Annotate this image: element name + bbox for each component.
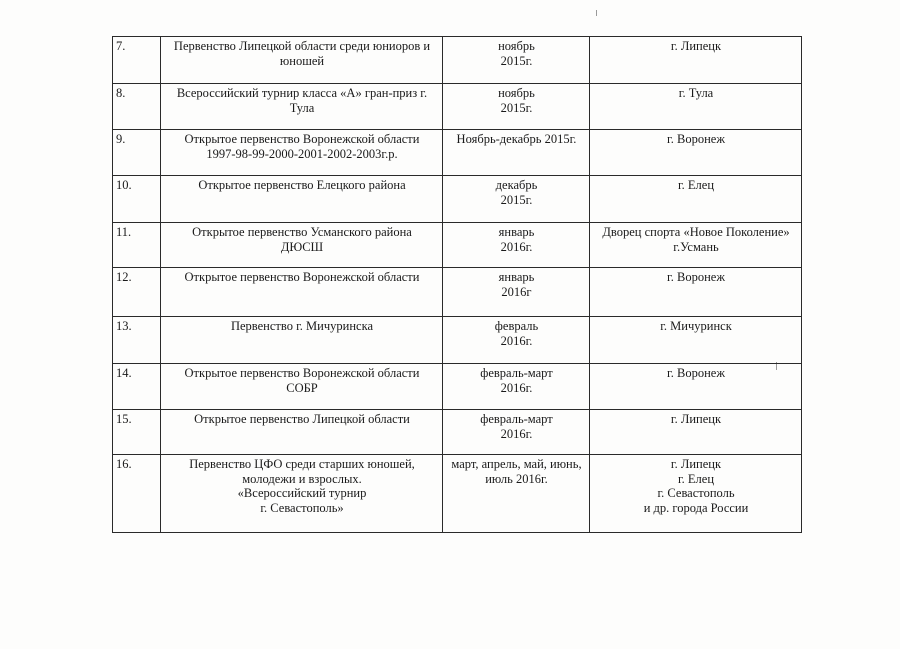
- event-date-line: 2016г.: [500, 239, 533, 254]
- row-number: 11.: [113, 223, 161, 268]
- row-number: 8.: [113, 84, 161, 130]
- event-place-line: г. Мичуринск: [660, 319, 732, 333]
- event-date-cell: [443, 364, 590, 410]
- event-name-line: г. Севастополь»: [260, 500, 344, 515]
- event-date-cell: [443, 455, 590, 533]
- event-name-line: ДЮСШ: [280, 239, 324, 254]
- event-place-cell: [590, 130, 802, 176]
- event-name-cell: [161, 37, 443, 84]
- row-number: 14.: [113, 364, 161, 410]
- row-number: 16.: [113, 455, 161, 533]
- event-date-line: ноябрь: [498, 39, 535, 53]
- event-date-cell: [443, 410, 590, 455]
- event-name-line: Первенство ЦФО среди старших юношей,: [189, 457, 415, 471]
- row-number: 12.: [113, 268, 161, 317]
- event-place-cell: [590, 410, 802, 455]
- event-place-line: г. Липецк: [670, 412, 722, 426]
- event-date-cell: [443, 223, 590, 268]
- event-place-line: и др. города России: [643, 500, 749, 515]
- event-name-line: Всероссийский турнир класса «А» гран-приз г.: [176, 86, 428, 100]
- event-date-line: 2016г.: [500, 426, 533, 441]
- event-place-cell: [590, 37, 802, 84]
- table-row: [113, 223, 802, 268]
- table-row: [113, 37, 802, 84]
- table-row: [113, 455, 802, 533]
- event-date-line: февраль: [494, 319, 539, 333]
- events-table: [112, 36, 802, 533]
- event-name-cell: [161, 84, 443, 130]
- event-place-cell: [590, 455, 802, 533]
- table-row: [113, 268, 802, 317]
- event-name-line: Первенство г. Мичуринска: [230, 319, 373, 333]
- event-name-line: Открытое первенство Елецкого района: [198, 178, 406, 192]
- event-name-line: молодежи и взрослых.: [242, 471, 362, 486]
- event-date-line: 2015г.: [500, 192, 533, 207]
- row-number: 15.: [113, 410, 161, 455]
- event-date-line: 2015г.: [500, 53, 533, 68]
- event-place-cell: [590, 317, 802, 364]
- event-date-line: 2016г.: [500, 333, 533, 348]
- event-name-cell: [161, 130, 443, 176]
- event-place-line: г. Воронеж: [667, 132, 725, 146]
- event-date-line: 2015г.: [500, 100, 533, 115]
- event-place-line: г. Елец: [677, 471, 715, 486]
- event-place-line: г. Воронеж: [667, 366, 725, 380]
- event-name-line: юношей: [279, 53, 325, 68]
- event-place-line: г.Усмань: [673, 239, 719, 254]
- event-name-cell: [161, 176, 443, 223]
- event-place-line: г. Тула: [678, 86, 714, 100]
- event-name-line: Первенство Липецкой области среди юниоров и: [173, 39, 431, 53]
- event-date-line: февраль-март: [480, 412, 553, 426]
- event-name-line: СОБР: [286, 380, 318, 395]
- event-date-line: Ноябрь-декабрь 2015г.: [456, 132, 577, 146]
- event-name-cell: [161, 410, 443, 455]
- event-date-line: 2016г.: [500, 380, 533, 395]
- event-name-line: Тула: [289, 100, 315, 115]
- event-name-line: Открытое первенство Воронежской области: [184, 132, 420, 146]
- row-number: 13.: [113, 317, 161, 364]
- event-name-line: Открытое первенство Воронежской области: [184, 270, 420, 284]
- table-row: [113, 317, 802, 364]
- table-row: [113, 410, 802, 455]
- event-name-line: «Всероссийский турнир: [237, 486, 367, 500]
- event-date-cell: [443, 130, 590, 176]
- row-number: 10.: [113, 176, 161, 223]
- event-date-cell: [443, 317, 590, 364]
- event-place-line: г. Липецк: [670, 39, 722, 53]
- event-date-line: февраль-март: [480, 366, 553, 380]
- event-name-line: Открытое первенство Усманского района: [192, 225, 412, 239]
- event-place-cell: [590, 268, 802, 317]
- event-date-line: январь: [498, 270, 535, 284]
- event-name-cell: [161, 317, 443, 364]
- table-row: [113, 364, 802, 410]
- event-date-line: ноябрь: [498, 86, 535, 100]
- event-place-line: г. Елец: [677, 178, 715, 192]
- event-place-cell: [590, 176, 802, 223]
- table-row: [113, 176, 802, 223]
- event-name-line: Открытое первенство Воронежской области: [184, 366, 420, 380]
- event-name-cell: [161, 364, 443, 410]
- event-date-cell: [443, 37, 590, 84]
- event-date-line: март, апрель, май, июнь,: [451, 457, 582, 471]
- event-name-cell: [161, 455, 443, 533]
- event-date-line: июль 2016г.: [485, 471, 548, 486]
- event-date-cell: [443, 84, 590, 130]
- event-place-cell: [590, 364, 802, 410]
- event-place-cell: [590, 223, 802, 268]
- event-date-line: 2016г: [501, 284, 532, 299]
- scan-speck: [596, 10, 597, 16]
- event-date-line: январь: [498, 225, 535, 239]
- event-place-line: г. Липецк: [670, 457, 722, 471]
- event-place-cell: [590, 84, 802, 130]
- event-place-line: г. Воронеж: [667, 270, 725, 284]
- event-date-cell: [443, 268, 590, 317]
- row-number: 7.: [113, 37, 161, 84]
- event-place-line: Дворец спорта «Новое Поколение»: [602, 225, 790, 239]
- row-number: 9.: [113, 130, 161, 176]
- event-place-line: г. Севастополь: [657, 486, 735, 500]
- event-name-line: 1997-98-99-2000-2001-2002-2003г.р.: [206, 146, 398, 161]
- event-date-cell: [443, 176, 590, 223]
- event-name-cell: [161, 268, 443, 317]
- table-row: [113, 130, 802, 176]
- event-name-line: Открытое первенство Липецкой области: [194, 412, 410, 426]
- events-table-body: [113, 37, 802, 533]
- table-row: [113, 84, 802, 130]
- event-date-line: декабрь: [495, 178, 538, 192]
- event-name-cell: [161, 223, 443, 268]
